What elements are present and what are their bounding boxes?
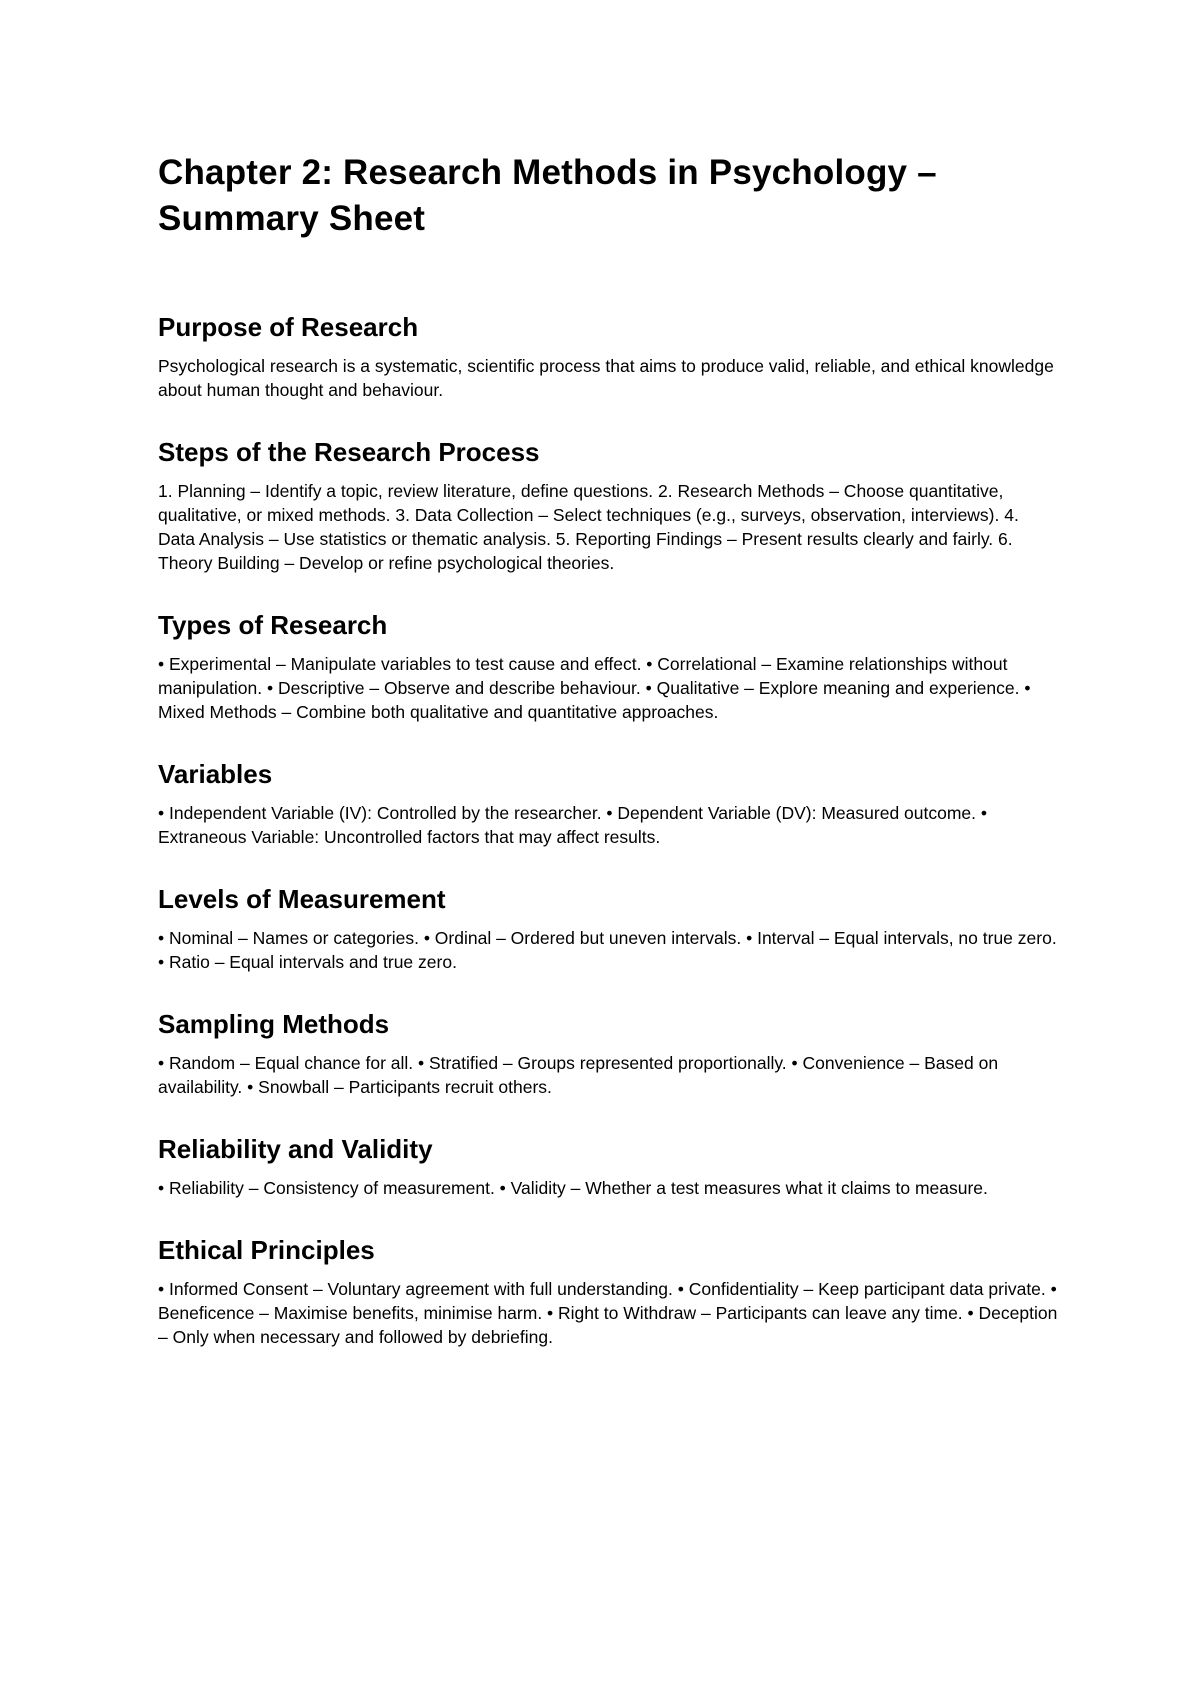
section-levels-of-measurement: [158, 882, 1058, 974]
spacer: [158, 974, 1058, 1007]
spacer: [158, 242, 1058, 310]
spacer: [158, 1200, 1058, 1233]
section-sampling-methods: [158, 1007, 1058, 1099]
section-body: • Random – Equal chance for all. • Stratified – Groups represented proportionally. • Convenience – Based on availability. • Snowball – Participants recruit others.: [158, 1053, 999, 1097]
document-page: [158, 150, 1058, 1349]
section-steps-of-research-process: [158, 435, 1058, 575]
section-body: 1. Planning – Identify a topic, review literature, define questions. 2. Research Methods – Choose quantitative, qualitative, or mixed methods. 3. Data Collection – Select techniques (e.g., surveys, observation, interviews). 4. Data Analysis – Use statistics or thematic analysis. 5. Reporting Findings – Present results clearly and fairly. 6. Theory Building – Develop or refine psychological theories.: [158, 481, 1019, 573]
section-reliability-and-validity: [158, 1132, 1058, 1200]
section-body: • Informed Consent – Voluntary agreement with full understanding. • Confidentiality – Keep participant data private. • Beneficence – Maximise benefits, minimise harm. • Right to Withdraw – Participants can leave any time. • Deception – Only when necessary and followed by debriefing.: [158, 1279, 1058, 1347]
spacer: [158, 849, 1058, 882]
section-body: • Nominal – Names or categories. • Ordinal – Ordered but uneven intervals. • Interval – Equal intervals, no true zero. • Ratio – Equal intervals and true zero.: [158, 928, 1057, 972]
section-purpose-of-research: [158, 310, 1058, 402]
section-heading: Steps of the Research Process: [158, 437, 540, 467]
section-body: • Independent Variable (IV): Controlled by the researcher. • Dependent Variable (DV): Measured outcome. • Extraneous Variable: Uncontrolled factors that may affect results.: [158, 803, 988, 847]
section-ethical-principles: [158, 1233, 1058, 1349]
spacer: [158, 575, 1058, 608]
document-title: Chapter 2: Research Methods in Psychology – Summary Sheet: [158, 153, 937, 238]
section-heading: Levels of Measurement: [158, 884, 446, 914]
section-body: • Experimental – Manipulate variables to test cause and effect. • Correlational – Examine relationships without manipulation. • Descriptive – Observe and describe behaviour. • Qualitative – Explore meaning and experience. • Mixed Methods – Combine both qualitative and quantitative approaches.: [158, 654, 1031, 722]
section-heading: Purpose of Research: [158, 312, 419, 342]
section-variables: [158, 757, 1058, 849]
section-body: • Reliability – Consistency of measurement. • Validity – Whether a test measures what it claims to measure.: [158, 1178, 988, 1198]
section-heading: Variables: [158, 759, 273, 789]
section-heading: Types of Research: [158, 610, 388, 640]
spacer: [158, 724, 1058, 757]
section-body: Psychological research is a systematic, scientific process that aims to produce valid, reliable, and ethical knowledge about human thought and behaviour.: [158, 356, 1054, 400]
section-heading: Ethical Principles: [158, 1235, 375, 1265]
section-types-of-research: [158, 608, 1058, 724]
section-heading: Reliability and Validity: [158, 1134, 433, 1164]
section-heading: Sampling Methods: [158, 1009, 390, 1039]
spacer: [158, 402, 1058, 435]
spacer: [158, 1099, 1058, 1132]
